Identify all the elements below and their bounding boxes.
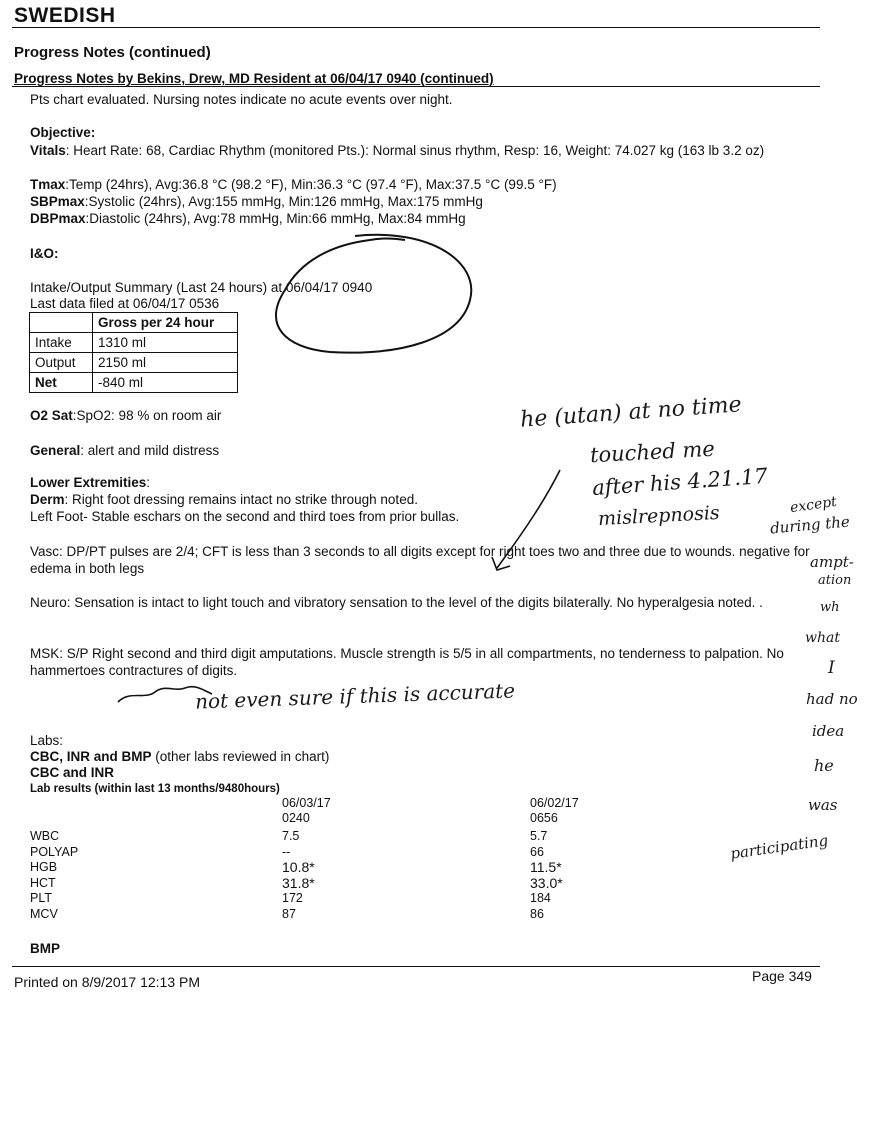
io-row-label: Net (30, 373, 93, 393)
lab-col-2-time: 0656 (530, 811, 558, 825)
vitals-label: Vitals (30, 143, 66, 158)
lab-value-2: 184 (530, 891, 551, 905)
handwritten-note-line: touched me (589, 436, 716, 468)
lower-ext-label: Lower Extremities (30, 475, 147, 490)
lab-name: POLYAP (30, 844, 79, 859)
lab-value-2: 86 (530, 906, 544, 921)
handwritten-side-line: wh (820, 600, 840, 615)
io-table-header: Gross per 24 hour (93, 313, 238, 333)
neuro-line: Neuro: Sensation is intact to light touch and vibratory sensation to the level of the digits bilaterally. No hyperalgesia noted. . (30, 595, 763, 610)
vasc-line: Vasc: DP/PT pulses are 2/4; CFT is less than 3 seconds to all digits except for right toes two and three due to wounds. negative for edema in both legs (30, 544, 810, 576)
dbp-text: :Diastolic (24hrs), Avg:78 mmHg, Min:66 mmHg, Max:84 mmHg (85, 211, 466, 226)
io-row-value: 2150 ml (93, 353, 238, 373)
lab-results-title: Lab results (within last 13 months/9480hours) (30, 783, 280, 795)
lab-value-2: 66 (530, 844, 544, 859)
labs-cbc-inr-bmp-rest: (other labs reviewed in chart) (151, 749, 330, 764)
io-summary: Intake/Output Summary (Last 24 hours) at 06/04/17 0940 (30, 280, 373, 295)
handwritten-side-line: idea (812, 722, 845, 740)
note-header: Progress Notes by Bekins, Drew, MD Resident at 06/04/17 0940 (continued) (14, 71, 494, 86)
lower-ext-colon: : (146, 475, 151, 490)
sbp-text: :Systolic (24hrs), Avg:155 mmHg, Min:126 mmHg, Max:175 mmHg (84, 194, 483, 209)
tmax-text: :Temp (24hrs), Avg:36.8 °C (98.2 °F), Min:36.3 °C (97.4 °F), Max:37.5 °C (99.5 °F) (65, 177, 557, 192)
lab-value-1: 172 (282, 891, 303, 905)
handwritten-note-line: mislrepnosis (597, 501, 721, 531)
io-row-label: Output (30, 353, 93, 373)
general-text: : alert and mild distress (80, 443, 220, 458)
o2-text: :SpO2: 98 % on room air (72, 408, 222, 423)
labs-bmp: BMP (30, 941, 60, 956)
handwritten-note-line: except (789, 493, 838, 517)
handwritten-arrow (497, 470, 560, 568)
io-last-filed: Last data filed at 06/04/17 0536 (30, 296, 220, 311)
io-row-value: 1310 ml (93, 333, 238, 353)
hospital-name: SWEDISH (14, 4, 116, 27)
sbp-label: SBPmax (30, 194, 85, 209)
lab-col-1-time: 0240 (282, 811, 310, 825)
left-foot-line: Left Foot- Stable eschars on the second and third toes from prior bullas. (30, 509, 460, 524)
labs-cbc-inr-bmp-bold: CBC, INR and BMP (30, 749, 152, 764)
general-label: General (30, 443, 81, 458)
derm-label: Derm (30, 492, 65, 507)
lab-name: MCV (30, 906, 58, 921)
io-label: I&O: (30, 246, 59, 261)
labs-label: Labs: (30, 733, 64, 748)
handwritten-side-line: ampt- (810, 553, 854, 571)
io-row-label: Intake (30, 333, 93, 353)
labs-cbc-inr: CBC and INR (30, 765, 114, 780)
lab-name: PLT (30, 891, 52, 905)
io-row-value: -840 ml (93, 373, 238, 393)
objective-label: Objective: (30, 125, 96, 140)
lab-value-1: 87 (282, 906, 296, 921)
lab-value-1: 31.8* (282, 874, 315, 891)
handwritten-side-line: was (808, 796, 838, 814)
lab-value-2: 33.0* (530, 874, 563, 891)
lab-value-2: 5.7 (530, 829, 548, 843)
lab-col-2-date: 06/02/17 (530, 796, 579, 810)
handwritten-side-line: ation (818, 573, 852, 588)
handwritten-side-line: what (805, 630, 840, 646)
handwritten-note-line: during the (769, 512, 851, 538)
handwritten-side-line: he (814, 756, 834, 775)
page-number: Page 349 (752, 968, 812, 984)
section-title: Progress Notes (continued) (14, 44, 211, 61)
lab-value-1: 10.8* (282, 859, 315, 875)
lab-value-2: 11.5* (530, 859, 562, 875)
handwritten-side-line: had no (806, 690, 858, 708)
handwritten-side-line: I (828, 658, 835, 678)
msk-line: MSK: S/P Right second and third digit amputations. Muscle strength is 5/5 in all compartments, no tenderness to palpation. No hammertoes contractures of digits. (30, 646, 784, 678)
lab-name: HGB (30, 860, 58, 874)
vitals-text: : Heart Rate: 68, Cardiac Rhythm (monitored Pts.): Normal sinus rhythm, Resp: 16, Weight: 74.027 kg (163 lb 3.2 oz) (65, 143, 765, 158)
note-intro: Pts chart evaluated. Nursing notes indicate no acute events over night. (30, 92, 453, 107)
lab-name: HCT (30, 875, 56, 890)
handwritten-note-line: he (utan) at no time (519, 392, 743, 433)
lab-col-1-date: 06/03/17 (282, 796, 331, 810)
printed-on: Printed on 8/9/2017 12:13 PM (14, 974, 201, 990)
handwritten-msk-note: not even sure if this is accurate (194, 678, 516, 714)
derm-text: : Right foot dressing remains intact no strike through noted. (64, 492, 418, 507)
handwritten-side-line: participating (729, 831, 830, 863)
lab-value-1: 7.5 (282, 829, 300, 843)
lab-value-1: -- (282, 844, 291, 859)
dbp-label: DBPmax (30, 211, 86, 226)
handwritten-circle (276, 235, 471, 353)
tmax-label: Tmax (30, 177, 66, 192)
handwritten-note-line: after his 4.21.17 (591, 463, 769, 501)
o2-label: O2 Sat (30, 408, 73, 423)
lab-name: WBC (30, 829, 60, 843)
